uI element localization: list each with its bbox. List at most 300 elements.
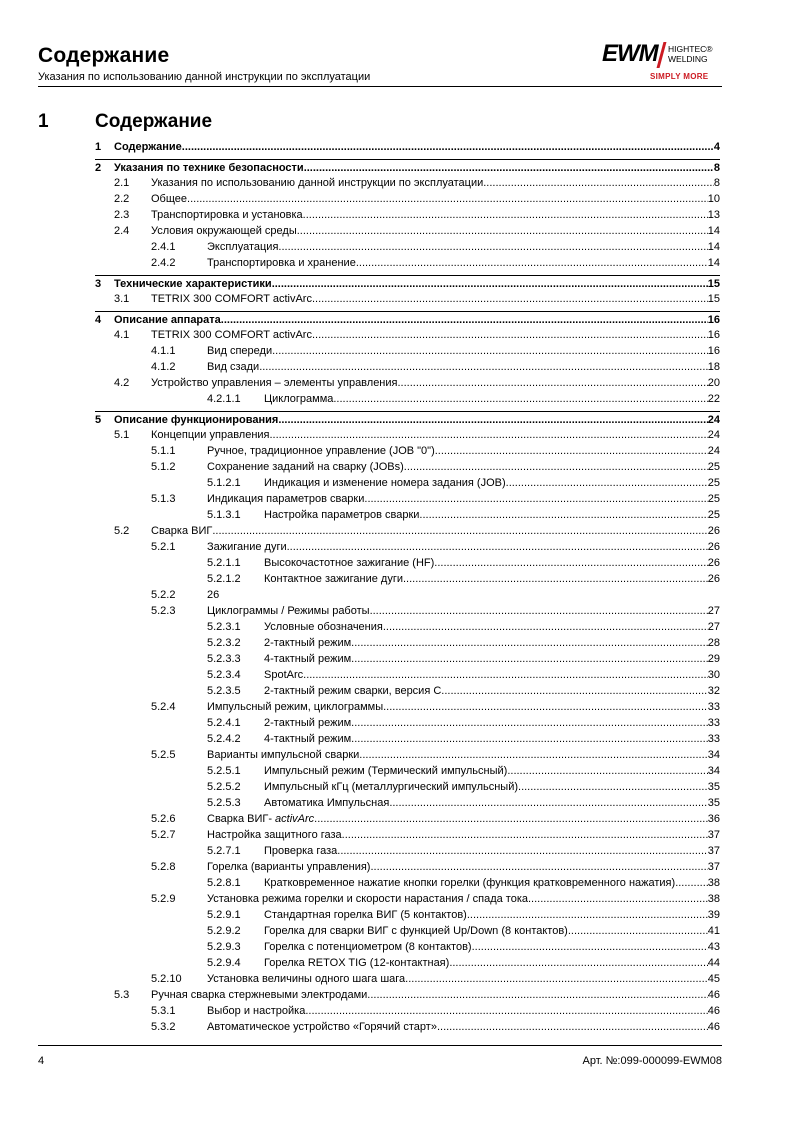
toc-entry-page: 25 xyxy=(707,493,720,505)
toc-entry-title-text: 2-тактный режим сварки, версия С xyxy=(264,685,442,697)
toc-entry-title-text: Стандартная горелка ВИГ (5 контактов) xyxy=(264,909,467,921)
toc-entry-number: 2.4.1 xyxy=(151,241,176,253)
toc-entry-title xyxy=(151,523,212,539)
toc-entry-number: 5.3 xyxy=(114,989,130,1001)
toc-entry-title xyxy=(264,555,434,571)
toc-entry-page: 30 xyxy=(707,669,720,681)
toc-entry-page: 8 xyxy=(713,177,720,189)
toc-entry-number: 5.2.5.3 xyxy=(207,797,241,809)
toc-entry[interactable] xyxy=(151,1003,720,1019)
toc-entry-number: 5.2.4 xyxy=(151,701,176,713)
toc-entry-title xyxy=(264,391,333,407)
toc-leader-dots xyxy=(287,539,708,555)
toc-entry-title-text: Циклограммы / Режимы работы xyxy=(207,605,370,617)
logo-brand: EWM xyxy=(602,40,658,67)
toc-entry-title-text: Общее xyxy=(151,193,188,205)
toc-entry-title xyxy=(207,359,259,375)
toc-entry-title-text: Описание функционирования xyxy=(114,414,279,426)
toc-entry-title-text: Импульсный кГц (металлургический импульсный) xyxy=(264,781,519,793)
toc-entry-title-text: 2-тактный режим xyxy=(264,637,352,649)
toc-entry-number: 5.2.7 xyxy=(151,829,176,841)
toc-entry-title-text: Содержание xyxy=(114,141,182,153)
toc-entry-number: 5.2.7.1 xyxy=(207,845,241,857)
toc-entry-title-text: Описание аппарата xyxy=(114,314,221,326)
toc-entry[interactable] xyxy=(207,731,720,747)
toc-entry-title xyxy=(264,635,351,651)
toc-entry-title-text: Ручная сварка стержневыми электродами xyxy=(151,989,368,1001)
toc-entry-title-text: Горелка с потенциометром (8 контактов) xyxy=(264,941,472,953)
toc-entry-title xyxy=(264,875,675,891)
toc-entry[interactable] xyxy=(114,987,720,1003)
toc-entry-page: 37 xyxy=(707,829,720,841)
toc-entry-title xyxy=(264,955,449,971)
toc-entry-title xyxy=(151,175,483,191)
header-divider xyxy=(38,86,722,87)
toc-entry[interactable] xyxy=(151,443,720,459)
toc-entry-page: 16 xyxy=(707,345,720,357)
toc-entry-title-text: Транспортировка и установка xyxy=(151,209,303,221)
toc-entry-page: 27 xyxy=(707,605,720,617)
toc-entry[interactable] xyxy=(207,555,720,571)
toc-entry-title-text: SpotArc xyxy=(264,669,304,681)
logo-line2: WELDING xyxy=(668,54,708,64)
toc-entry-title xyxy=(264,507,419,523)
toc-leader-dots xyxy=(434,555,707,571)
toc-entry[interactable] xyxy=(95,411,720,428)
toc-entry[interactable] xyxy=(151,827,720,843)
toc-entry[interactable] xyxy=(207,923,720,939)
page-title: Содержание xyxy=(38,44,170,67)
toc-leader-dots xyxy=(483,175,714,191)
toc-entry-title-text: Указания по технике безопасности xyxy=(114,162,304,174)
toc-leader-dots xyxy=(303,667,708,683)
toc-entry-page: 33 xyxy=(707,701,720,713)
toc-entry-page: 27 xyxy=(707,621,720,633)
toc-entry[interactable] xyxy=(207,667,720,683)
toc-entry-title-text: Эксплуатация xyxy=(207,241,279,253)
toc-entry-page: 37 xyxy=(707,845,720,857)
toc-leader-dots xyxy=(333,391,707,407)
toc-entry-title xyxy=(264,683,441,699)
toc-entry[interactable] xyxy=(151,359,720,375)
toc-entry[interactable] xyxy=(151,971,720,987)
logo-tagline xyxy=(668,44,713,64)
toc-entry-number: 4.1 xyxy=(114,329,130,341)
toc-entry-title-text: Сохранение заданий на сварку (JOBs) xyxy=(207,461,404,473)
toc-entry-page: 35 xyxy=(707,781,720,793)
toc-entry-number: 5.2.8.1 xyxy=(207,877,241,889)
toc-entry-page: 8 xyxy=(713,162,720,174)
toc-leader-dots xyxy=(270,427,708,443)
toc-entry-number: 5.1.1 xyxy=(151,445,176,457)
toc-entry[interactable] xyxy=(95,275,720,292)
toc-entry-title xyxy=(151,987,367,1003)
toc-entry[interactable] xyxy=(151,539,720,555)
toc-leader-dots xyxy=(351,731,708,747)
toc-entry-page: 32 xyxy=(707,685,720,697)
toc-leader-dots xyxy=(297,223,708,239)
toc-leader-dots xyxy=(259,359,708,375)
toc-entry-number: 5.2.9.1 xyxy=(207,909,241,921)
toc-entry-title-text: Концепции управления xyxy=(151,429,270,441)
toc-entry-page: 26 xyxy=(707,557,720,569)
toc-entry-number: 3.1 xyxy=(114,293,130,305)
toc-entry-page: 26 xyxy=(707,573,720,585)
toc-entry-title-text: Горелка (варианты управления) xyxy=(207,861,371,873)
toc-entry-page: 35 xyxy=(707,797,720,809)
toc-entry-page: 14 xyxy=(707,241,720,253)
toc-entry[interactable] xyxy=(207,391,720,407)
toc-leader-dots xyxy=(383,699,708,715)
toc-entry[interactable] xyxy=(207,843,720,859)
toc-entry-title xyxy=(114,276,272,292)
toc-entry-title xyxy=(151,327,312,343)
toc-entry-page: 34 xyxy=(707,765,720,777)
toc-entry-title xyxy=(207,239,278,255)
toc-entry-title xyxy=(264,619,383,635)
toc-entry-title-text: Высокочастотное зажигание (HF) xyxy=(264,557,435,569)
toc-entry-title-text: Автоматическое устройство «Горячий старт» xyxy=(207,1021,437,1033)
toc-entry-title xyxy=(207,587,219,603)
toc-leader-dots xyxy=(528,891,708,907)
toc-entry-title-text: Настройка параметров сварки xyxy=(264,509,420,521)
toc-entry-page: 20 xyxy=(707,377,720,389)
toc-entry[interactable] xyxy=(207,571,720,587)
toc-entry-title xyxy=(207,859,370,875)
toc-entry-title xyxy=(264,651,351,667)
toc-entry-title-text: Сварка ВИГ- xyxy=(207,813,276,825)
toc-entry-title xyxy=(264,939,472,955)
toc-entry-title xyxy=(264,731,351,747)
toc-entry-title-text: Сварка ВИГ xyxy=(151,525,213,537)
toc-entry-number: 5.2.1.1 xyxy=(207,557,241,569)
toc-entry[interactable] xyxy=(151,811,720,827)
toc-leader-dots xyxy=(304,160,714,176)
toc-entry-title xyxy=(151,207,303,223)
toc-entry-title xyxy=(264,907,467,923)
toc-leader-dots xyxy=(568,923,708,939)
toc-entry-page: 10 xyxy=(707,193,720,205)
toc-entry-page: 26 xyxy=(707,541,720,553)
toc-entry-title-text: Указания по использованию данной инструкции по эксплуатации xyxy=(151,177,484,189)
toc-entry-title-text: Контактное зажигание дуги xyxy=(264,573,403,585)
toc-entry-page: 44 xyxy=(707,957,720,969)
toc-entry[interactable] xyxy=(95,159,720,176)
toc-entry-page: 33 xyxy=(707,717,720,729)
toc-entry-number: 5.1.3.1 xyxy=(207,509,241,521)
toc-entry[interactable] xyxy=(151,747,720,763)
toc-entry-number: 4.2.1.1 xyxy=(207,393,241,405)
toc-entry[interactable] xyxy=(151,1019,720,1035)
toc-entry-number: 5.2.2 xyxy=(151,589,176,601)
toc-entry-title xyxy=(264,763,507,779)
toc-entry-number: 4.2 xyxy=(114,377,130,389)
toc-entry[interactable] xyxy=(114,207,720,223)
toc-leader-dots xyxy=(342,827,708,843)
toc-entry[interactable] xyxy=(207,651,720,667)
toc-entry-title-text: Установка режима горелки и скорости нарастания / спада тока xyxy=(207,893,528,905)
toc-entry-number: 4.1.1 xyxy=(151,345,176,357)
toc-entry[interactable] xyxy=(114,523,720,539)
toc-entry-page: 33 xyxy=(707,733,720,745)
toc-entry-page: 25 xyxy=(707,461,720,473)
logo-slogan: SIMPLY MORE xyxy=(650,72,709,81)
toc-leader-dots xyxy=(314,811,708,827)
toc-entry-title xyxy=(207,491,364,507)
toc-entry[interactable] xyxy=(207,619,720,635)
toc-leader-dots xyxy=(441,683,707,699)
toc-entry[interactable] xyxy=(207,779,720,795)
toc-entry[interactable] xyxy=(207,875,720,891)
toc-leader-dots xyxy=(364,491,707,507)
toc-entry-title-text: Вид спереди xyxy=(207,345,273,357)
toc-entry-number: 2.3 xyxy=(114,209,130,221)
toc-leader-dots xyxy=(437,1019,708,1035)
toc-entry-title xyxy=(151,223,297,239)
toc-leader-dots xyxy=(359,747,707,763)
toc-entry-number: 5.1.2.1 xyxy=(207,477,241,489)
toc-entry[interactable] xyxy=(114,175,720,191)
toc-entry-title xyxy=(264,779,518,795)
toc-leader-dots xyxy=(370,603,708,619)
toc-entry-title xyxy=(151,191,187,207)
toc-entry[interactable] xyxy=(151,859,720,875)
toc-entry-title xyxy=(207,811,314,827)
toc-entry-title xyxy=(207,459,404,475)
toc-entry-page: 16 xyxy=(707,314,720,326)
toc-entry-page: 14 xyxy=(707,225,720,237)
toc-entry-title xyxy=(264,667,303,683)
toc-entry[interactable] xyxy=(151,603,720,619)
toc-leader-dots xyxy=(351,651,708,667)
toc-entry-title xyxy=(207,1003,305,1019)
toc-entry[interactable] xyxy=(114,375,720,391)
toc-entry-title-text: Настройка защитного газа xyxy=(207,829,342,841)
toc-entry-page: 37 xyxy=(707,861,720,873)
toc-entry-number: 5.2.5.2 xyxy=(207,781,241,793)
toc-entry-page: 46 xyxy=(707,989,720,1001)
toc-entry-title xyxy=(151,427,270,443)
toc-entry-page: 34 xyxy=(707,749,720,761)
toc-entry-number: 5.2 xyxy=(114,525,130,537)
toc-leader-dots xyxy=(370,859,707,875)
toc-entry-title-text: Кратковременное нажатие кнопки горелки (функция кратковременного нажатия) xyxy=(264,877,676,889)
toc-entry-title xyxy=(207,443,435,459)
toc-entry-number: 5.2.5.1 xyxy=(207,765,241,777)
toc-entry-number: 5.2.9.3 xyxy=(207,941,241,953)
toc-leader-dots xyxy=(182,139,714,155)
toc-entry[interactable] xyxy=(114,291,720,307)
toc-entry-page: 38 xyxy=(707,893,720,905)
toc-entry-number: 5.2.1.2 xyxy=(207,573,241,585)
toc-entry-title-text: Условные обозначения xyxy=(264,621,383,633)
toc-leader-dots xyxy=(278,239,707,255)
toc-entry-page: 26 xyxy=(707,525,720,537)
toc-entry-title xyxy=(114,160,304,176)
toc-entry-title xyxy=(207,699,383,715)
toc-leader-dots xyxy=(312,327,708,343)
toc-entry[interactable] xyxy=(114,427,720,443)
toc-entry[interactable] xyxy=(114,191,720,207)
toc-entry-number: 1 xyxy=(95,141,102,153)
toc-entry[interactable] xyxy=(207,715,720,731)
toc-entry-page: 13 xyxy=(707,209,720,221)
toc-entry-page: 15 xyxy=(707,293,720,305)
toc-entry-title xyxy=(207,539,287,555)
toc-entry-title-text: Циклограмма xyxy=(264,393,334,405)
toc-entry-title-text: 2-тактный режим xyxy=(264,717,352,729)
toc-leader-dots xyxy=(419,507,707,523)
toc-entry-number: 4.1.2 xyxy=(151,361,176,373)
toc-entry[interactable] xyxy=(151,491,720,507)
toc-entry-title-text: Условия окружающей среды xyxy=(151,225,297,237)
toc-entry[interactable] xyxy=(207,635,720,651)
toc-entry-title xyxy=(264,795,389,811)
toc-entry-number: 5.1 xyxy=(114,429,130,441)
toc-leader-dots xyxy=(272,276,708,292)
toc-entry-title-text: Установка величины одного шага шага xyxy=(207,973,406,985)
toc-entry-number: 5.2.3 xyxy=(151,605,176,617)
toc-entry-page: 14 xyxy=(707,257,720,269)
toc-leader-dots xyxy=(187,191,708,207)
toc-entry-title xyxy=(207,827,342,843)
toc-entry-title-text: Горелка RETOX TIG (12-контактная) xyxy=(264,957,450,969)
toc-leader-dots xyxy=(351,715,708,731)
toc-leader-dots xyxy=(312,291,708,307)
toc-entry-number: 5.1.3 xyxy=(151,493,176,505)
toc-entry-number: 2 xyxy=(95,162,102,174)
toc-entry-title-text: Горелка для сварки ВИГ с функцией Up/Down (8 контактов) xyxy=(264,925,568,937)
toc-entry-title-text: Зажигание дуги xyxy=(207,541,287,553)
toc-entry[interactable] xyxy=(95,139,720,155)
toc-entry-page: 18 xyxy=(707,361,720,373)
toc-entry-number: 5.1.2 xyxy=(151,461,176,473)
toc-entry-title xyxy=(207,1019,437,1035)
toc-entry[interactable] xyxy=(207,955,720,971)
toc-entry[interactable] xyxy=(207,475,720,491)
toc-entry-number: 5 xyxy=(95,414,102,426)
section-title: Содержание xyxy=(95,111,213,132)
toc-entry-title-text: Выбор и настройка xyxy=(207,1005,306,1017)
toc-leader-dots xyxy=(675,875,708,891)
toc-entry-title xyxy=(114,412,278,428)
footer-article-number: Арт. №:099-000099-EWM08 xyxy=(582,1055,722,1067)
toc-leader-dots xyxy=(303,207,708,223)
toc-entry-title xyxy=(207,891,528,907)
toc-entry[interactable] xyxy=(114,327,720,343)
toc-entry[interactable] xyxy=(151,699,720,715)
toc-entry-title xyxy=(151,375,398,391)
toc-entry-page: 41 xyxy=(707,925,720,937)
toc-leader-dots xyxy=(367,987,707,1003)
toc-entry-title xyxy=(207,747,359,763)
toc-entry-page: 24 xyxy=(707,429,720,441)
toc-entry-page: 43 xyxy=(707,941,720,953)
toc-entry[interactable] xyxy=(207,907,720,923)
toc-leader-dots xyxy=(398,375,708,391)
toc-entry-number: 5.2.4.1 xyxy=(207,717,241,729)
toc-entry-number: 5.2.3.3 xyxy=(207,653,241,665)
toc-entry[interactable] xyxy=(207,939,720,955)
toc-leader-dots xyxy=(472,939,708,955)
toc-entry-page: 28 xyxy=(707,637,720,649)
logo-slash-icon xyxy=(657,42,667,68)
toc-entry-number: 5.3.1 xyxy=(151,1005,176,1017)
toc-entry-title xyxy=(264,571,403,587)
toc-entry-number: 5.2.8 xyxy=(151,861,176,873)
toc-leader-dots xyxy=(518,779,708,795)
toc-leader-dots xyxy=(403,571,708,587)
toc-entry-number: 4 xyxy=(95,314,102,326)
toc-entry[interactable] xyxy=(95,311,720,328)
toc-entry-page: 16 xyxy=(707,329,720,341)
ewm-logo xyxy=(602,38,724,88)
toc-leader-dots xyxy=(278,412,707,428)
section-number: 1 xyxy=(38,111,49,132)
toc-entry-number: 5.2.3.1 xyxy=(207,621,241,633)
toc-entry-title-text: Индикация параметров сварки xyxy=(207,493,365,505)
toc-entry-title-text: Технические характеристики xyxy=(114,278,272,290)
toc-leader-dots xyxy=(506,475,708,491)
toc-entry-title xyxy=(114,312,221,328)
toc-entry[interactable] xyxy=(114,223,720,239)
toc-entry-title-text: Импульсный режим (Термический импульсный) xyxy=(264,765,508,777)
toc-entry[interactable] xyxy=(151,587,720,603)
toc-entry-title xyxy=(207,603,370,619)
toc-entry-title xyxy=(207,971,405,987)
toc-entry[interactable] xyxy=(207,683,720,699)
toc-entry-title xyxy=(264,923,568,939)
toc-entry-number: 5.2.5 xyxy=(151,749,176,761)
toc-entry-title xyxy=(151,291,312,307)
toc-entry[interactable] xyxy=(151,255,720,271)
toc-entry[interactable] xyxy=(151,343,720,359)
toc-entry-page: 29 xyxy=(707,653,720,665)
toc-entry-number: 2.1 xyxy=(114,177,130,189)
toc-entry-title-text: Импульсный режим, циклограммы xyxy=(207,701,384,713)
toc-entry-page: 39 xyxy=(707,909,720,921)
toc-entry-number: 3 xyxy=(95,278,102,290)
toc-leader-dots xyxy=(405,971,708,987)
toc-entry-title-text: 26 xyxy=(207,589,220,601)
toc-entry[interactable] xyxy=(207,507,720,523)
toc-entry[interactable] xyxy=(151,459,720,475)
toc-leader-dots xyxy=(351,635,708,651)
toc-entry-title xyxy=(264,715,351,731)
toc-entry[interactable] xyxy=(207,763,720,779)
toc-entry-number: 5.2.9.4 xyxy=(207,957,241,969)
toc-entry[interactable] xyxy=(207,795,720,811)
toc-leader-dots xyxy=(383,619,708,635)
toc-entry-title xyxy=(264,843,337,859)
toc-entry-number: 5.2.9.2 xyxy=(207,925,241,937)
toc-entry-page: 22 xyxy=(707,393,720,405)
toc-entry-title xyxy=(264,475,506,491)
toc-entry-number: 2.2 xyxy=(114,193,130,205)
toc-entry[interactable] xyxy=(151,891,720,907)
toc-entry-page: 25 xyxy=(707,477,720,489)
toc-leader-dots xyxy=(404,459,708,475)
toc-entry-number: 5.2.9 xyxy=(151,893,176,905)
toc-entry-title-text: 4-тактный режим xyxy=(264,733,352,745)
toc-entry-page: 45 xyxy=(707,973,720,985)
toc-entry-number: 5.2.6 xyxy=(151,813,176,825)
toc-entry-page: 25 xyxy=(707,509,720,521)
toc-entry[interactable] xyxy=(151,239,720,255)
toc-entry-title-text: Транспортировка и хранение xyxy=(207,257,356,269)
toc-leader-dots xyxy=(389,795,707,811)
toc-entry-page: 15 xyxy=(707,278,720,290)
